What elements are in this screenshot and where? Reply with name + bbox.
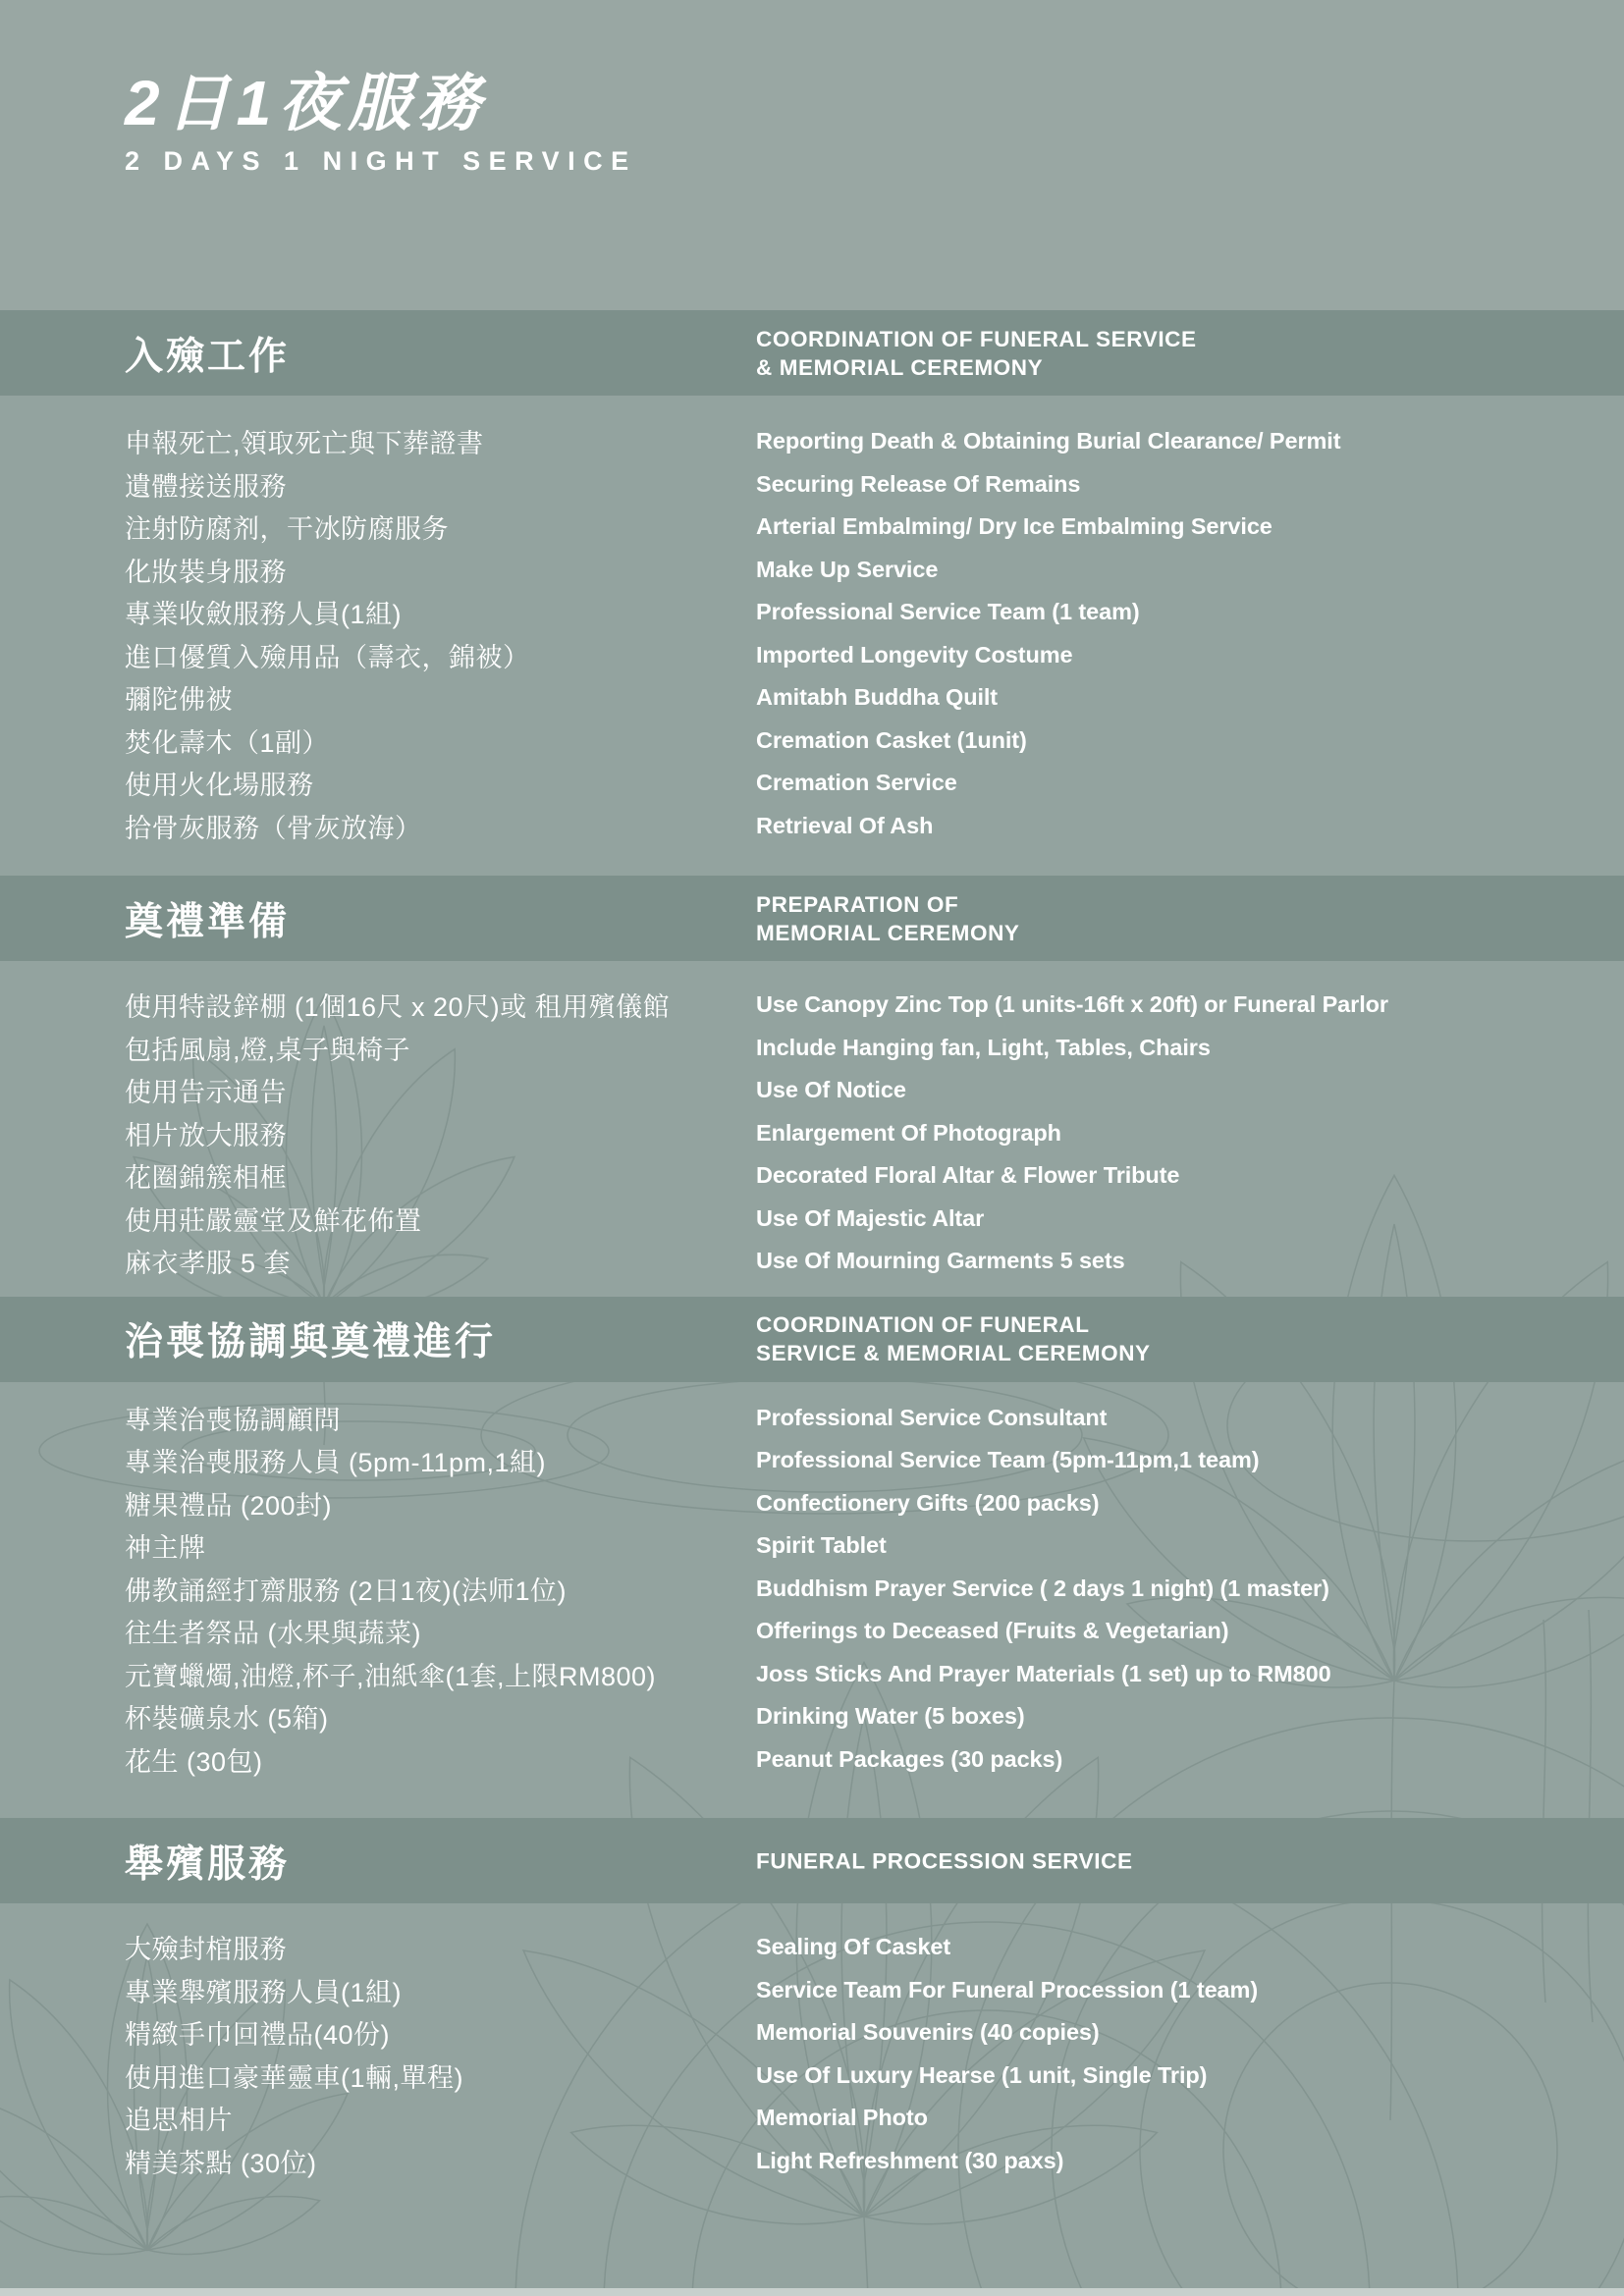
service-item-cjk: 焚化壽木（1副） — [125, 727, 330, 758]
service-item-cjk: 追思相片 — [125, 2106, 233, 2136]
service-item-row — [0, 2140, 1624, 2183]
section-heading-en-line2: & MEMORIAL CEREMONY — [756, 354, 1044, 380]
service-item-cjk: 使用進口豪華靈車(1輛,單程) — [125, 2062, 463, 2093]
service-item-en: Imported Longevity Costume — [756, 641, 1073, 667]
service-item-cjk: 化妝裝身服務 — [125, 557, 287, 587]
section-heading-cjk: 舉殯服務 — [125, 1842, 291, 1886]
service-item-cjk: 糖果禮品 (200封) — [125, 1490, 333, 1521]
section-header-band — [0, 1297, 1624, 1382]
service-item-en: Offerings to Deceased (Fruits & Vegetarian) — [756, 1618, 1229, 1644]
section-heading-en-line2: MEMORIAL CEREMONY — [756, 920, 1020, 945]
service-item-cjk: 拾骨灰服務（骨灰放海） — [125, 813, 422, 843]
service-item-en: Cremation Casket (1unit) — [756, 726, 1027, 753]
service-item-en: Light Refreshment (30 paxs) — [756, 2147, 1064, 2173]
service-item-en: Include Hanging fan, Light, Tables, Chairs — [756, 1034, 1211, 1060]
service-item-cjk: 遺體接送服務 — [125, 471, 287, 502]
service-item-row — [0, 463, 1624, 507]
service-item-cjk: 花圈錦簇相框 — [125, 1163, 287, 1194]
service-item-row — [0, 1154, 1624, 1198]
service-item-row — [0, 420, 1624, 463]
service-item-en: Peanut Packages (30 packs) — [756, 1745, 1063, 1772]
service-item-row — [0, 591, 1624, 634]
section-items — [0, 396, 1624, 876]
service-item-cjk: 相片放大服務 — [125, 1120, 287, 1150]
service-item-en: Joss Sticks And Prayer Materials (1 set) up to RM800 — [756, 1660, 1331, 1686]
service-item-en: Use Canopy Zinc Top (1 units-16ft x 20ft) or Funeral Parlor — [756, 991, 1388, 1018]
section-memorial-preparation — [0, 876, 1624, 1297]
service-item-en: Use Of Mourning Garments 5 sets — [756, 1248, 1125, 1274]
service-item-row — [0, 1568, 1624, 1611]
page-title-en: 2 DAYS 1 NIGHT SERVICE — [125, 146, 637, 177]
service-item-row — [0, 1027, 1624, 1070]
service-item-cjk: 杯裝礦泉水 (5箱) — [125, 1704, 329, 1735]
service-item-en: Confectionery Gifts (200 packs) — [756, 1489, 1100, 1516]
masthead — [0, 0, 1624, 310]
service-item-cjk: 專業舉殯服務人員(1組) — [125, 1977, 402, 2007]
service-item-row — [0, 762, 1624, 805]
section-header-band — [0, 1818, 1624, 1903]
service-item-cjk: 專業治喪協調顧問 — [125, 1405, 341, 1435]
service-item-row — [0, 1926, 1624, 1969]
service-item-cjk: 使用告示通告 — [125, 1078, 287, 1108]
service-item-cjk: 元寶蠟燭,油燈,杯子,油紙傘(1套,上限RM800) — [125, 1661, 657, 1691]
service-item-row — [0, 2011, 1624, 2055]
service-item-cjk: 進口優質入殮用品（壽衣，錦被） — [125, 642, 530, 672]
service-item-row — [0, 1397, 1624, 1440]
service-item-en: Spirit Tablet — [756, 1532, 887, 1559]
section-items — [0, 1903, 1624, 2182]
service-item-en: Professional Service Team (5pm-11pm,1 team) — [756, 1447, 1260, 1473]
service-item-en: Reporting Death & Obtaining Burial Clearance/ Permit — [756, 428, 1341, 454]
service-item-cjk: 包括風扇,燈,桌子與椅子 — [125, 1035, 411, 1065]
service-item-en: Professional Service Team (1 team) — [756, 599, 1140, 625]
service-item-row — [0, 1069, 1624, 1112]
section-heading-en-line1: COORDINATION OF FUNERAL SERVICE — [756, 326, 1197, 351]
section-items — [0, 1382, 1624, 1819]
service-item-row — [0, 2097, 1624, 2140]
service-item-row — [0, 1482, 1624, 1525]
service-item-row — [0, 1610, 1624, 1653]
section-header-band — [0, 876, 1624, 961]
service-item-cjk: 申報死亡,領取死亡與下葬證書 — [125, 429, 484, 459]
section-heading-en-line2: SERVICE & MEMORIAL CEREMONY — [756, 1341, 1151, 1365]
service-item-cjk: 神主牌 — [125, 1533, 206, 1564]
section-heading-cjk: 入殮工作 — [125, 335, 291, 378]
section-heading-en-line1: PREPARATION OF — [756, 891, 959, 917]
service-item-cjk: 佛教誦經打齋服務 (2日1夜)(法师1位) — [125, 1575, 568, 1606]
section-heading-cjk: 治喪協調與奠禮進行 — [125, 1321, 497, 1363]
service-item-en: Make Up Service — [756, 556, 939, 582]
section-funeral-coordination — [0, 1297, 1624, 1819]
section-items — [0, 961, 1624, 1297]
service-item-row — [0, 549, 1624, 592]
service-item-en: Enlargement Of Photograph — [756, 1119, 1061, 1146]
section-heading-en — [756, 325, 1197, 382]
service-item-en: Decorated Floral Altar & Flower Tribute — [756, 1162, 1180, 1189]
service-item-cjk: 麻衣孝服 5 套 — [125, 1249, 292, 1279]
service-item-row — [0, 1524, 1624, 1568]
service-item-en: Professional Service Consultant — [756, 1404, 1108, 1430]
service-item-cjk: 精緻手巾回禮品(40份) — [125, 2020, 391, 2051]
service-item-row — [0, 720, 1624, 763]
section-heading-cjk: 奠禮準備 — [125, 900, 291, 943]
service-item-en: Retrieval Of Ash — [756, 812, 934, 838]
service-item-row — [0, 1198, 1624, 1241]
section-heading-en-line1: COORDINATION OF FUNERAL — [756, 1312, 1090, 1337]
section-heading-en-line1: FUNERAL PROCESSION SERVICE — [756, 1848, 1133, 1873]
service-item-cjk: 彌陀佛被 — [125, 685, 233, 716]
service-item-cjk: 專業收斂服務人員(1組) — [125, 600, 402, 630]
service-item-en: Use Of Notice — [756, 1077, 906, 1103]
service-item-row — [0, 506, 1624, 549]
page-title-cjk: 2日1夜服務 — [125, 68, 488, 138]
service-item-en: Buddhism Prayer Service ( 2 days 1 night) (1 master) — [756, 1575, 1329, 1601]
service-item-row — [0, 1969, 1624, 2012]
service-item-cjk: 注射防腐剂，干冰防腐服务 — [125, 514, 449, 545]
service-item-row — [0, 1653, 1624, 1696]
service-item-en: Cremation Service — [756, 770, 957, 796]
service-item-cjk: 使用火化場服務 — [125, 771, 314, 801]
service-item-en: Memorial Souvenirs (40 copies) — [756, 2019, 1100, 2046]
service-item-row — [0, 676, 1624, 720]
service-item-row — [0, 1112, 1624, 1155]
service-item-cjk: 使用莊嚴靈堂及鮮花佈置 — [125, 1205, 422, 1236]
service-item-cjk: 精美茶點 (30位) — [125, 2148, 317, 2178]
section-header-band — [0, 310, 1624, 396]
service-item-cjk: 使用特設鋅棚 (1個16尺 x 20尺)或 租用殯儀館 — [125, 992, 671, 1023]
service-item-row — [0, 984, 1624, 1027]
section-funeral-procession — [0, 1818, 1624, 2182]
section-encoffin-work — [0, 310, 1624, 876]
service-item-row — [0, 634, 1624, 677]
section-heading-en — [756, 1846, 1133, 1875]
bottom-edge-strip — [0, 2288, 1624, 2296]
service-item-en: Drinking Water (5 boxes) — [756, 1703, 1025, 1730]
service-item-en: Sealing Of Casket — [756, 1934, 951, 1960]
service-item-en: Arterial Embalming/ Dry Ice Embalming Service — [756, 513, 1272, 540]
service-item-en: Securing Release Of Remains — [756, 470, 1081, 497]
section-heading-en — [756, 890, 1020, 947]
service-item-en: Use Of Luxury Hearse (1 unit, Single Trip) — [756, 2061, 1208, 2088]
service-item-row — [0, 1439, 1624, 1482]
service-item-row — [0, 1738, 1624, 1782]
service-item-en: Service Team For Funeral Procession (1 team) — [756, 1976, 1259, 2002]
section-heading-en — [756, 1310, 1151, 1367]
service-item-cjk: 花生 (30包) — [125, 1746, 263, 1777]
service-item-en: Memorial Photo — [756, 2105, 928, 2131]
service-item-en: Use Of Majestic Altar — [756, 1204, 985, 1231]
service-item-cjk: 往生者祭品 (水果與蔬菜) — [125, 1619, 421, 1649]
service-item-row — [0, 2055, 1624, 2098]
service-item-cjk: 大殮封棺服務 — [125, 1935, 287, 1965]
service-item-row — [0, 805, 1624, 848]
service-item-row — [0, 1695, 1624, 1738]
service-item-en: Amitabh Buddha Quilt — [756, 684, 999, 711]
service-item-cjk: 專業治喪服務人員 (5pm-11pm,1組) — [125, 1448, 547, 1478]
service-item-row — [0, 1240, 1624, 1283]
service-sections — [0, 310, 1624, 2182]
